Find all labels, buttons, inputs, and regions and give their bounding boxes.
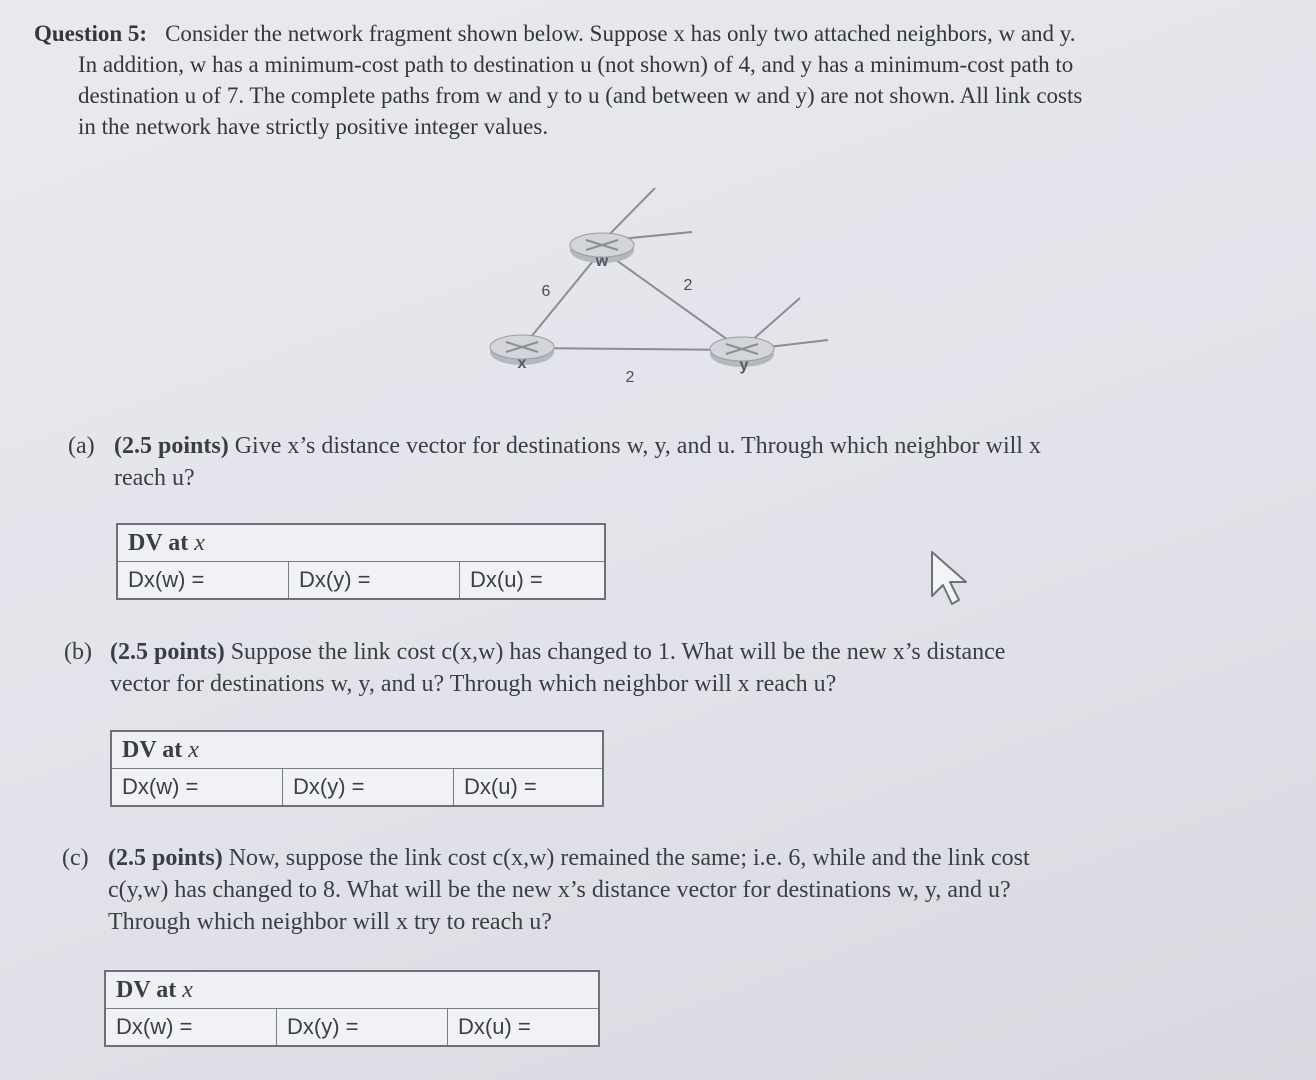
dv-table-a-title: DV at x	[117, 524, 605, 562]
network-diagram	[470, 180, 850, 400]
part-c-text: (c) (2.5 points) Now, suppose the link cost c(x,w) remained the same; i.e. 6, while and the link cost c(y,w) has changed to 8. What will be the new x’s distance vector for destinations w, y, and u? Through which neighbor will x try to reach u?	[62, 842, 1030, 938]
dv-a-dxw-cell[interactable]: Dx(w) =	[117, 562, 289, 600]
dv-c-dxy-cell[interactable]: Dx(y) =	[277, 1009, 448, 1047]
node-label-y: y	[739, 357, 749, 374]
part-a-points: (2.5 points)	[114, 433, 229, 459]
part-a-tag: (a)	[68, 433, 95, 459]
dv-a-dxy-cell[interactable]: Dx(y) =	[289, 562, 460, 600]
question-line-2: In addition, w has a minimum-cost path to destination u (not shown) of 4, and y has a minimum-cost path to	[78, 52, 1074, 77]
dv-a-dxu-cell[interactable]: Dx(u) =	[460, 562, 606, 600]
cost-label-x-y: 2	[625, 369, 635, 386]
cost-label-x-w: 6	[541, 283, 551, 300]
link-x-w	[522, 250, 602, 348]
part-b-points: (2.5 points)	[110, 639, 225, 665]
dv-table-a	[116, 523, 606, 600]
node-label-w: w	[595, 253, 609, 270]
question-label: Question 5:	[34, 21, 148, 46]
dv-table-c	[104, 970, 600, 1047]
link-x-y	[522, 348, 742, 350]
node-label-x: x	[517, 355, 527, 372]
dv-b-dxu-cell[interactable]: Dx(u) =	[454, 769, 604, 807]
question-header	[34, 18, 1274, 142]
part-c-points: (2.5 points)	[108, 845, 223, 871]
stub-y-top	[750, 298, 800, 342]
dv-table-c-title: DV at x	[105, 971, 599, 1009]
dv-b-dxw-cell[interactable]: Dx(w) =	[111, 769, 283, 807]
mouse-cursor-icon	[928, 548, 974, 608]
part-b-text: (b) (2.5 points) Suppose the link cost c(x,w) has changed to 1. What will be the new x’s distance vector for destinations w, y, and u? Through which neighbor will x reach u?	[64, 636, 1005, 700]
part-a-text: (a) (2.5 points) Give x’s distance vector for destinations w, y, and u. Through which neighbor will x reach u?	[68, 430, 1041, 494]
dv-b-dxy-cell[interactable]: Dx(y) =	[283, 769, 454, 807]
dv-table-b-title: DV at x	[111, 731, 603, 769]
part-c-tag: (c)	[62, 845, 89, 871]
link-w-y	[602, 250, 742, 350]
dv-c-dxu-cell[interactable]: Dx(u) =	[448, 1009, 600, 1047]
dv-c-dxw-cell[interactable]: Dx(w) =	[105, 1009, 277, 1047]
dv-table-b	[110, 730, 604, 807]
part-b-tag: (b)	[64, 639, 92, 665]
question-line-3: destination u of 7. The complete paths from w and y to u (and between w and y) are not shown. All link costs	[78, 83, 1083, 108]
cost-label-w-y: 2	[683, 277, 693, 294]
question-line-1: Question 5: Consider the network fragment shown below. Suppose x has only two attached neighbors, w and y.	[34, 21, 1076, 46]
question-line-4: in the network have strictly positive integer values.	[78, 114, 549, 139]
